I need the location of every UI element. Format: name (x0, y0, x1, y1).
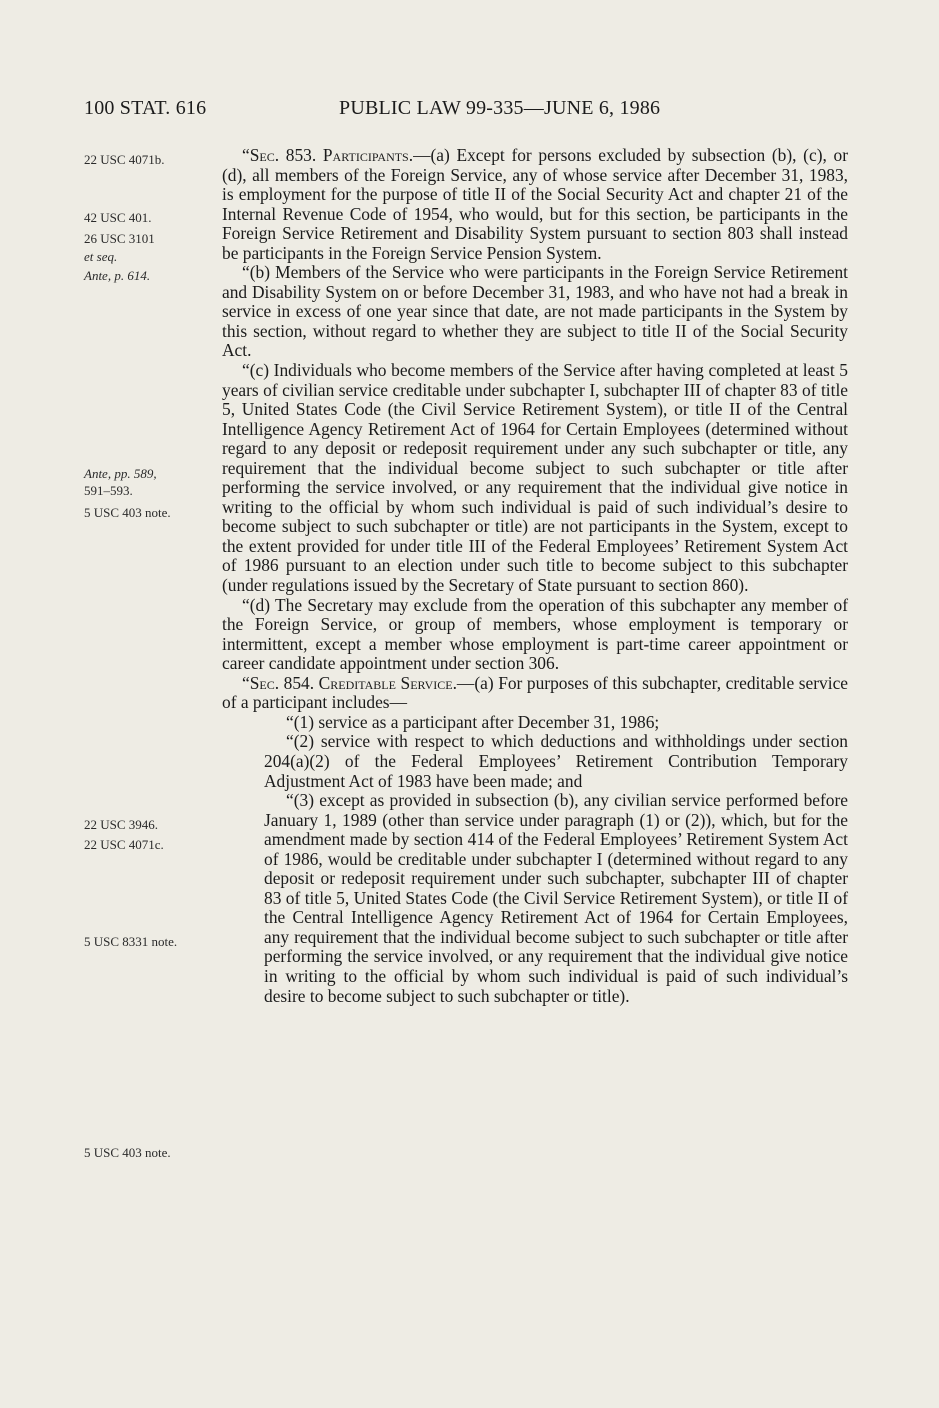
margin-note: 591–593. (84, 483, 133, 498)
law-title: PUBLIC LAW 99-335—JUNE 6, 1986 (339, 97, 661, 119)
margin-note: et seq. (84, 249, 118, 264)
margin-note: 22 USC 3946. (84, 817, 159, 832)
section-853-d: “(d) The Secretary may exclude from the operation of this subchapter any member of the Foreign Service, or group of members, whose employment is temporary or intermittent, except a member whose employment is part-time career appointment or career candidate appointment under section 306. (222, 594, 848, 674)
margin-note: 26 USC 3101 (84, 231, 155, 246)
statute-text (222, 146, 848, 1006)
margin-note: 5 USC 403 note. (84, 505, 171, 520)
margin-note: Ante, p. 614. (84, 268, 151, 283)
margin-note: 5 USC 8331 note. (84, 934, 178, 949)
margin-note: 5 USC 403 note. (84, 1145, 171, 1160)
section-853-heading: “Sec. 853. Participants. (242, 145, 414, 165)
margin-note: Ante, pp. 589, (84, 466, 157, 481)
section-854-a: “Sec. 854. Creditable Service.—(a) For purposes of this subchapter, creditable service of a participant includes— (222, 672, 849, 713)
section-854-heading: “Sec. 854. Creditable Service. (242, 672, 457, 693)
section-853-a: “Sec. 853. Participants.—(a) Except for persons excluded by subsection (b), (c), or (d), all members of the Foreign Service, any of whose service after December 31, 1983, is employment for the purpose of title II of the Social Security Act and chapter 21 of the Internal Revenue Code of 1954, who would, but for this section, be participants in the Foreign Service Retirement and Disability System pursuant to section 803 shall instead be participants in the Foreign Service Pension System. (222, 145, 849, 263)
section-854-paragraph-1: “(1) service as a participant after December 31, 1986; (286, 711, 660, 732)
section-853-c: “(c) Individuals who become members of the Service after having completed at least 5 years of civilian service creditable under subchapter I, subchapter III of chapter 83 of title 5, United States Code (the Civil Service Retirement System), or title II of the Central Intelligence Agency Retirement Act of 1964 for Certain Employees (determined without regard to any deposit or redeposit requirement under any such subchapter or title, any requirement that the individual become subject to such subchapter or title after performing the service involved, or any requirement that the individual give notice in writing to the official by whom such individual is paid of such individual’s desire to become subject to such subchapter or title) are not participants in the System, except to the extent provided for under title III of the Federal Employees’ Retirement System Act of 1986 pursuant to an election under such title to become subject to this subchapter (under regulations issued by the Secretary of State pursuant to section 860). (222, 360, 848, 596)
margin-note: 22 USC 4071b. (84, 152, 165, 167)
section-854-paragraph-3: “(3) except as provided in subsection (b), any civilian service performed before January 1, 1989 (other than service under paragraph (1) or (2)), which, but for the amendment made by section 414 of the Federal Employees’ Retirement System Act of 1986, would be creditable under subchapter I (determined without regard to any deposit or redeposit requirement under such subchapter, subchapter III of chapter 83 of title 5, United States Code (the Civil Service Retirement System), or title II of the Central Intelligence Agency Retirement Act of 1964 for Certain Employees, any requirement that the individual become subject to such subchapter or title after performing the service involved, or any requirement that the individual give notice in writing to the official by whom such individual is paid of such individual’s desire to become subject to such subchapter or title). (264, 790, 848, 1006)
margin-note: 22 USC 4071c. (84, 837, 164, 852)
section-853-b: “(b) Members of the Service who were participants in the Foreign Service Retirement and Disability System on or before December 31, 1983, and who have not had a break in service in excess of one year since that date, are not made participants in the System by this section, without regard to whether they are subject to title II of the Social Security Act. (222, 262, 848, 361)
page-reference: 100 STAT. 616 (84, 97, 207, 119)
section-854-paragraph-2: “(2) service with respect to which deductions and withholdings under section 204(a)(2) of the Federal Employees’ Retirement Contribution Temporary Adjustment Act of 1983 have been made; and (264, 731, 848, 791)
margin-note: 42 USC 401. (84, 210, 152, 225)
